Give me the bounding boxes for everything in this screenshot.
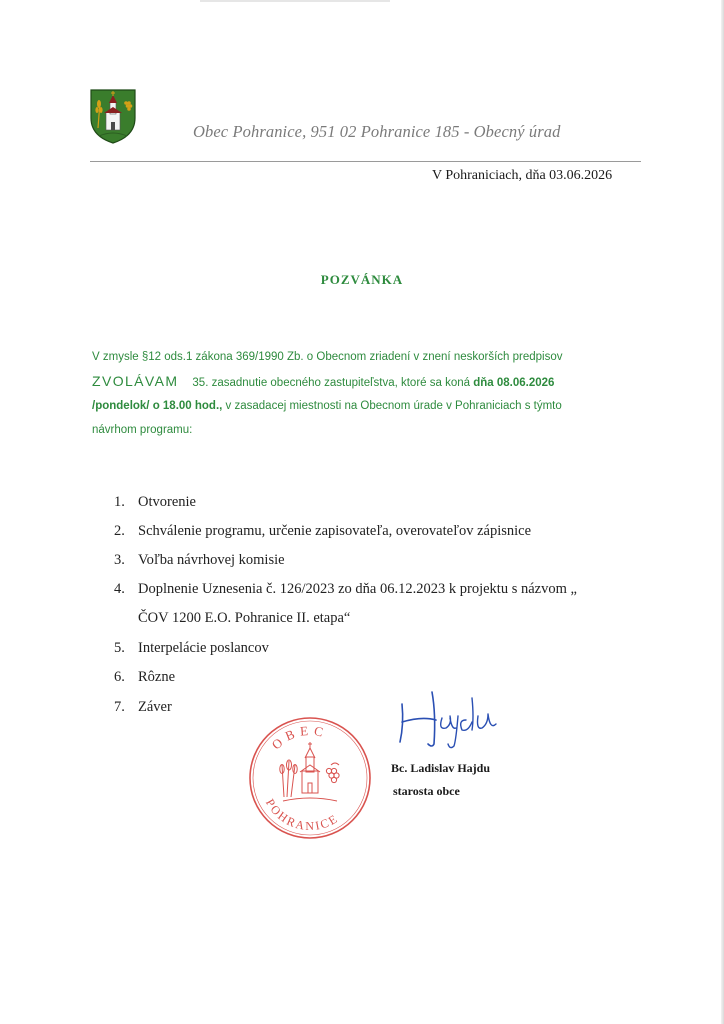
agenda-item-text: Schválenie programu, určenie zapisovateľa, overovateľov zápisnice <box>138 523 532 539</box>
intro-line-2-text: 35. zasadnutie obecného zastupiteľstva, ktoré sa koná <box>192 376 471 389</box>
official-stamp <box>247 715 373 841</box>
agenda-item-text: Otvorenie <box>138 494 196 510</box>
agenda-item-number: 4. <box>114 581 125 597</box>
signer-role: starosta obce <box>393 784 460 798</box>
signer-name: Bc. Ladislav Hajdu <box>391 761 491 775</box>
header-divider <box>90 161 641 162</box>
intro-line-2 <box>92 370 652 396</box>
intro-line-3 <box>92 395 652 419</box>
agenda-item-text: Voľba návrhovej komisie <box>138 552 285 568</box>
municipality-header: Obec Pohranice, 951 02 Pohranice 185 - Obecný úrad <box>193 122 561 141</box>
agenda-item-number: 3. <box>114 552 125 568</box>
stamp-top-text: OBEC <box>268 722 330 753</box>
intro-line-3-text: v zasadacej miestnosti na Obecnom úrade v Pohraniciach s týmto <box>222 400 562 412</box>
scan-artifact <box>200 0 390 2</box>
document-title: POZVÁNKA <box>320 272 404 287</box>
agenda-item-text: Doplnenie Uznesenia č. 126/2023 zo dňa 06.12.2023 k projektu s názvom „ <box>138 581 577 597</box>
agenda-item-number: 2. <box>114 523 125 539</box>
meeting-time: /pondelok/ o 18.00 hod., <box>92 400 223 412</box>
signer-block <box>391 757 490 803</box>
agenda-item-text: ČOV 1200 E.O. Pohranice II. etapa“ <box>138 610 351 626</box>
intro-paragraph <box>92 346 652 442</box>
signature-handwriting <box>392 684 516 750</box>
meeting-date: dňa 08.06.2026 <box>473 376 555 389</box>
agenda-item-text: Záver <box>138 699 172 715</box>
agenda-item-number: 7. <box>114 699 125 715</box>
agenda-item-number: 6. <box>114 669 125 685</box>
agenda-item-number: 1. <box>114 494 125 510</box>
coat-of-arms-icon <box>89 88 137 144</box>
intro-line-4: návrhom programu: <box>92 423 193 436</box>
agenda-item-text: Interpelácie poslancov <box>138 640 269 656</box>
intro-line-1: V zmysle §12 ods.1 zákona 369/1990 Zb. o Obecnom zriadení v znení neskorších predpisov <box>92 351 563 363</box>
stamp-bottom-text: POHRANICE <box>262 796 342 834</box>
convene-word: ZVOLÁVAM <box>92 372 179 389</box>
agenda-item-text: Rôzne <box>138 669 176 685</box>
agenda-item-number: 5. <box>114 640 125 656</box>
document-date: V Pohraniciach, dňa 03.06.2026 <box>432 168 613 183</box>
